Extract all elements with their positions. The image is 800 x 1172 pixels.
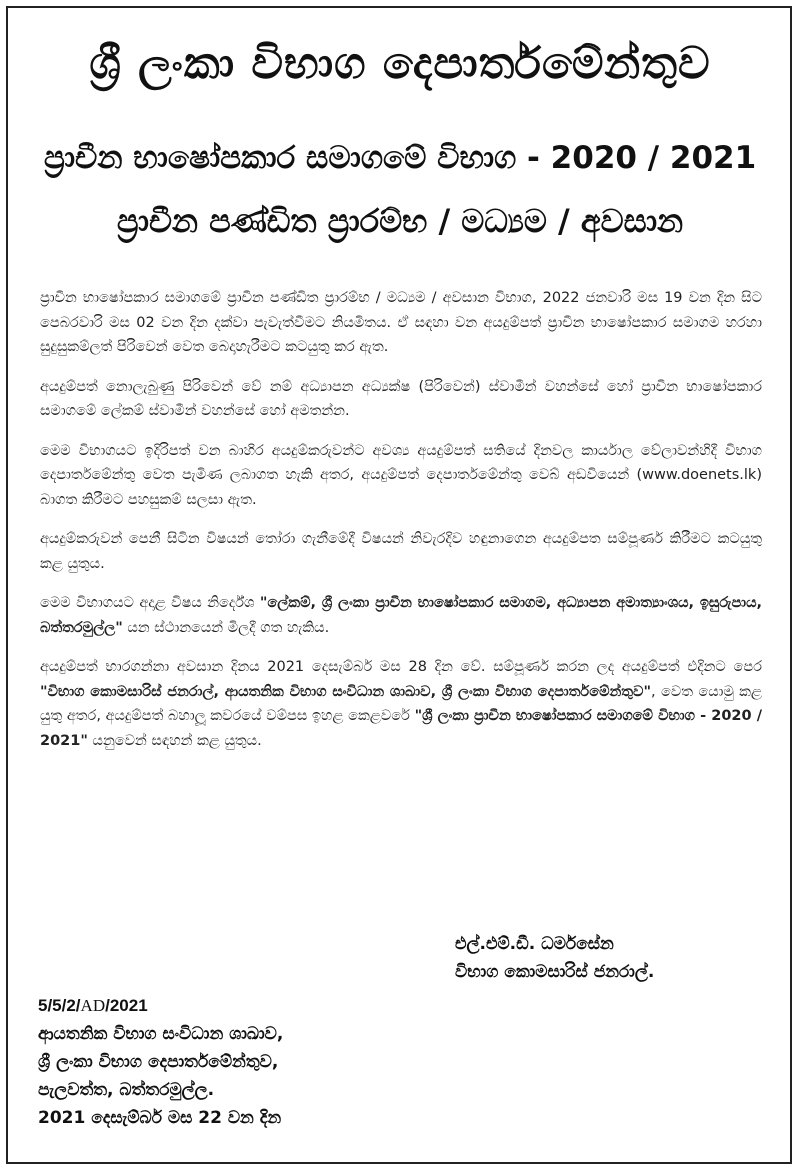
deadline-text-a: අයදුම්පත් භාරගන්නා අවසාන දිනය 2021 දෙසැම්බර් මස 28 දින වේ. සම්පූර්ණ කරන ලද අයදුම්පත් එදිනට පෙර bbox=[40, 659, 762, 675]
paragraph-external-applicants: මෙම විභාගයට ඉදිරිපත් වන බාහිර අයදුම්කරුවන්ට අවශ්‍ය අයදුම්පත් සතියේ දිනවල කාර්යාල වේලාවන්හිදී විභාග දෙපාර්තමේන්තු වෙත පැමිණ ලබාගත හැකි අතර, අයදුම්පත් දෙපාර්තමේන්තු වෙබ් අඩවියෙන් (www.doenets.lk) බාගත කිරීමට පහසුකම් සලසා ඇත. bbox=[40, 442, 762, 508]
submission-address: "විභාග කොමසාරිස් ජනරාල්, ආයතනික විභාග සංවිධාන ශාඛාව, ශ්‍රී ලංකා විභාග දෙපාර්තමේන්තුව" bbox=[40, 683, 652, 700]
ref-number-pre: 5/5/2/ bbox=[38, 996, 81, 1015]
syllabus-text-post: යන ස්ථානයෙන් මිලදී ගත හැකිය. bbox=[122, 619, 330, 636]
deadline-text-b: , වෙත යොමු කළ යුතු අතර, අයදුම්පත් බහාලූ කවරයේ වම්පස ඉහළ කෙළවරේ bbox=[40, 683, 762, 724]
syllabus-text-pre: මෙම විභාගයට අදාළ විෂය නිර්දේශ bbox=[40, 595, 260, 611]
paragraph-subject-selection: අයදුම්කරුවන් පෙනී සිටින විෂයන් තෝරා ගැනීමේදී විෂයන් නිවැරදිව හඳුනාගෙන අයදුම්පත සම්පූර්ණ කිරීමට කටයුතු කළ යුතුය. bbox=[40, 531, 762, 572]
paragraph-contact: අයදුම්පත් නොලැබුණු පිරිවෙන් වේ නම් අධ්‍යාපන අධ්‍යක්ෂ (පිරිවෙන්) ස්වාමීන් වහන්සේ හෝ ප්‍රාචීන භාෂෝපකාර සමාගමේ ලේකම් ස්වාමීන් වහන්සේ හෝ අමතන්න. bbox=[40, 378, 762, 419]
office-line-3: පැලවත්ත, බත්තරමුල්ල. bbox=[38, 1080, 215, 1100]
reference-block bbox=[38, 992, 283, 1132]
deadline-text-c: යනුවෙන් සඳහන් කළ යුතුය. bbox=[87, 732, 262, 749]
paragraph-schedule: ප්‍රාචීන භාෂෝපකාර සමාගමේ ප්‍රාචීන පණ්ඩිත ප්‍රාරම්භ / මධ්‍යම / අවසාන විභාග, 2022 ජනවාරි මස 19 වන දින සිට පෙබරවාරි මස 02 වන දින දක්වා පැවැත්වීමට නියමිතය. ඒ සඳහා වන අයදුම්පත් ප්‍රාචීන භාෂෝපකාර සමාගම හරහා සුදුසුකම්ලත් පිරිවෙන් වෙත බෙදාහැරීමට කටයුතු කර ඇත. bbox=[40, 290, 762, 355]
paragraph-syllabus bbox=[40, 591, 762, 640]
exam-levels: ප්‍රාචීන පණ්ඩිත ප්‍රාරම්භ / මධ්‍යම / අවසාන bbox=[116, 202, 684, 240]
page-title: ශ්‍රී ලංකා විභාග දෙපාර්තමේන්තුව bbox=[89, 38, 711, 89]
ref-number-ad: AD bbox=[80, 996, 106, 1015]
notice-body bbox=[40, 286, 762, 768]
ref-number-post: /2021 bbox=[105, 996, 148, 1015]
office-line-2: ශ්‍රී ලංකා විභාග දෙපාර්තමේන්තුව, bbox=[38, 1052, 279, 1072]
envelope-label: "ශ්‍රී ලංකා ප්‍රාචීන භාෂෝපකාර සමාගමේ විභාග - 2020 / 2021" bbox=[40, 708, 762, 749]
signatory-name: එල්.එම්.ඩී. ධර්මසේන bbox=[455, 934, 614, 954]
signature-block bbox=[455, 930, 654, 986]
exam-title: ප්‍රාචීන භාෂෝපකාර සමාගමේ විභාග - 2020 / 2021 bbox=[43, 140, 757, 176]
issue-date: 2021 දෙසැම්බර් මස 22 වන දින bbox=[38, 1108, 282, 1128]
paragraph-deadline bbox=[40, 655, 762, 753]
reference-number bbox=[38, 992, 283, 1020]
syllabus-address: "ලේකම්, ශ්‍රී ලංකා ප්‍රාචීන භාෂෝපකාර සමාගම, අධ්‍යාපන අමාත්‍යාංශය, ඉසුරුපාය, බත්තරමුල්ල" bbox=[40, 595, 762, 636]
office-line-1: ආයතනික විභාග සංවිධාන ශාඛාව, bbox=[38, 1024, 284, 1044]
signatory-title: විභාග කොමසාරිස් ජනරාල්. bbox=[455, 962, 655, 982]
